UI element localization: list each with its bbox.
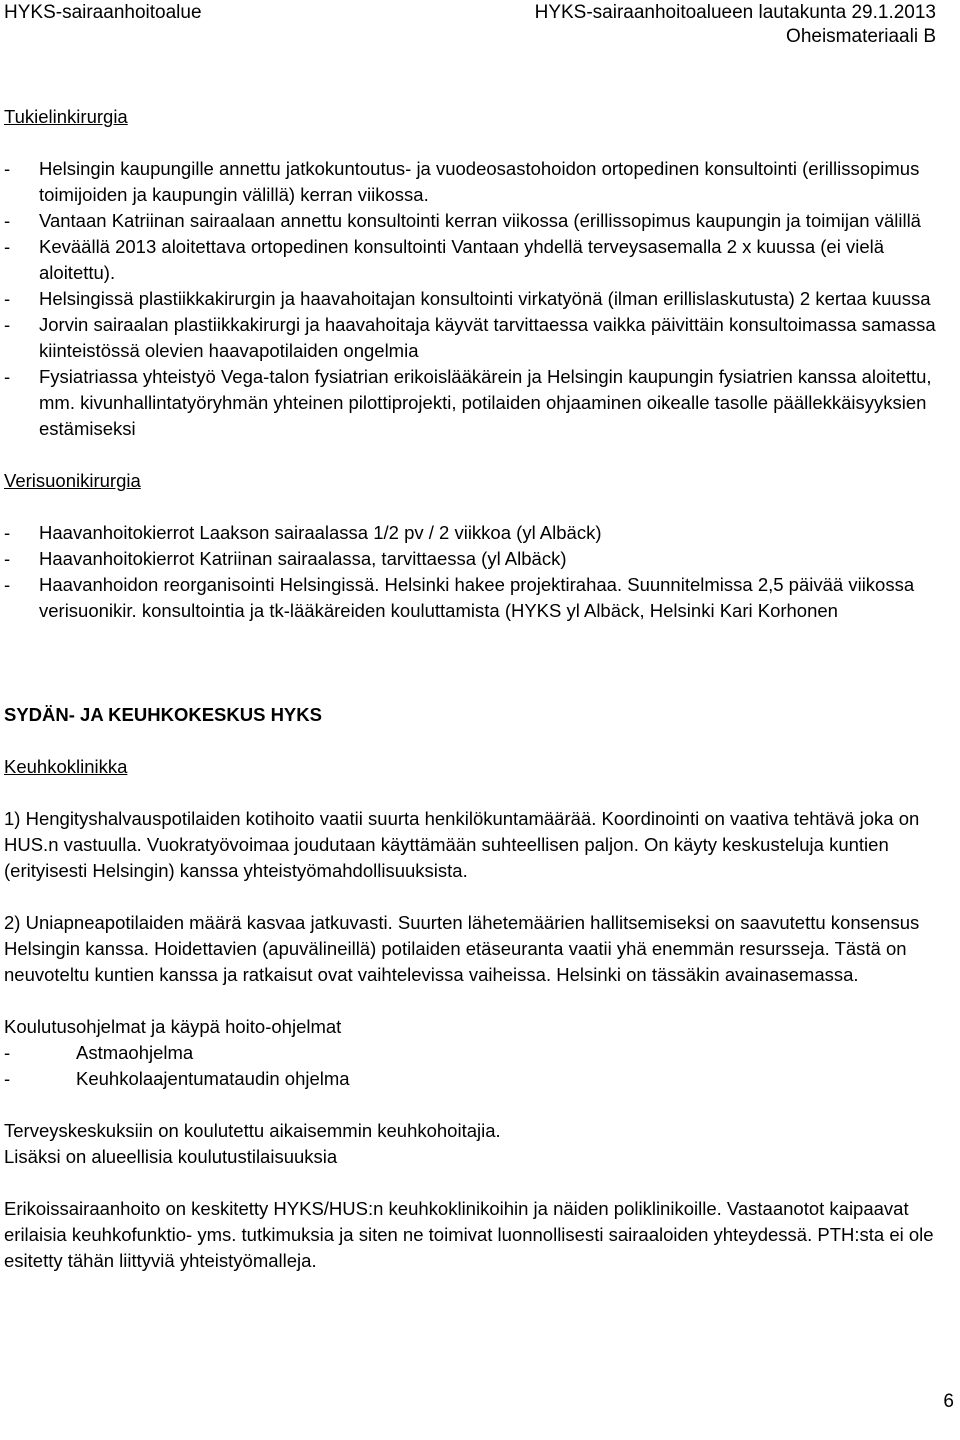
tukielinkirurgia-list (4, 156, 950, 442)
list-item: - Keuhkolaajentumataudin ohjelma (4, 1066, 950, 1092)
list-item: - Helsingissä plastiikkakirurgin ja haavahoitajan konsultointi virkatyönä (ilman erillislaskutusta) 2 kertaa kuussa (4, 286, 950, 312)
training-line-1: Terveyskeskuksiin on koulutettu aikaisemmin keuhkohoitajia. (4, 1120, 501, 1141)
section-title-verisuonikirurgia: Verisuonikirurgia (4, 470, 141, 491)
header-meeting-info (535, 1, 936, 49)
list-item: - Helsingin kaupungille annettu jatkokuntoutus- ja vuodeosastohoidon ortopedinen konsultointi (erillissopimus toimijoiden ja kaupungin välillä) kerran viikossa. (4, 156, 950, 208)
section-title-sydan-keuhkokeskus: SYDÄN- JA KEUHKOKESKUS HYKS (4, 704, 322, 725)
paragraph-uniapnea: 2) Uniapneapotilaiden määrä kasvaa jatkuvasti. Suurten lähetemäärien hallitsemiseksi on saavutettu konsensus Helsingin kanssa. Hoidettavien (apuvälineillä) potilaiden etäseuranta vaatii yhä enemmän resursseja. Tästä on neuvoteltu kuntien kanssa ja ratkaisut ovat vaihtelevissa vaiheissa. Helsinki on tässäkin avainasemassa. (4, 912, 920, 985)
training-line-2: Lisäksi on alueellisia koulutustilaisuuksia (4, 1146, 338, 1167)
list-item: - Keväällä 2013 aloitettava ortopedinen konsultointi Vantaan yhdellä terveysasemalla 2 x kuussa (ei vielä aloitettu). (4, 234, 950, 286)
programs-list (4, 1040, 950, 1092)
section-title-tukielinkirurgia: Tukielinkirurgia (4, 106, 128, 127)
programs-heading: Koulutusohjelmat ja käypä hoito-ohjelmat (4, 1016, 342, 1037)
header-attachment-label: Oheismateriaali B (786, 26, 936, 47)
list-item: - Astmaohjelma (4, 1040, 950, 1066)
list-item: - Haavanhoidon reorganisointi Helsingissä. Helsinki hakee projektirahaa. Suunnitelmissa 2,5 päivää viikossa verisuonikir. konsultointia ja tk-lääkäreiden kouluttamista (HYKS yl Albäck, Helsinki Kari Korhonen (4, 572, 950, 624)
document-body (4, 104, 950, 1274)
list-item: - Haavanhoitokierrot Katriinan sairaalassa, tarvittaessa (yl Albäck) (4, 546, 950, 572)
verisuonikirurgia-list (4, 520, 950, 624)
paragraph-hengityshalvaus: 1) Hengityshalvauspotilaiden kotihoito vaatii suurta henkilökuntamäärää. Koordinointi on vaativa tehtävä joka on HUS.n vastuulla. Vuokratyövoimaa joudutaan käyttämään suhteellisen paljon. On käyty keskusteluja kuntien (erityisesti Helsingin) kanssa yhteistyömahdollisuuksista. (4, 808, 920, 881)
paragraph-erikoissairaanhoito: Erikoissairaanhoito on keskitetty HYKS/HUS:n keuhkoklinikoihin ja näiden poliklinikoille. Vastaanotot kaipaavat erilaisia keuhkofunktio- yms. tutkimuksia ja siten ne toimivat luonnollisesti sairaaloiden yhteydessä. PTH:sta ei ole esitetty tähän liittyviä yhteistyömalleja. (4, 1198, 934, 1271)
section-subtitle-keuhkoklinikka: Keuhkoklinikka (4, 756, 128, 777)
page-number: 6 (943, 1391, 954, 1412)
list-item: - Jorvin sairaalan plastiikkakirurgi ja haavahoitaja käyvät tarvittaessa vaikka päivittäin konsultoimassa samassa kiinteistössä olevien haavapotilaiden ongelmia (4, 312, 950, 364)
header-meeting-title: HYKS-sairaanhoitoalueen lautakunta 29.1.2013 (534, 2, 936, 23)
list-item: - Fysiatriassa yhteistyö Vega-talon fysiatrian erikoislääkärein ja Helsingin kaupungin fysiatrien kanssa aloitettu, mm. kivunhallintatyöryhmän yhteinen pilottiprojekti, potilaiden ohjaaminen oikealle tasolle päällekkäisyyksien estämiseksi (4, 364, 950, 442)
list-item: - Vantaan Katriinan sairaalaan annettu konsultointi kerran viikossa (erillissopimus kaupungin ja toimijan välillä (4, 208, 950, 234)
list-item: - Haavanhoitokierrot Laakson sairaalassa 1/2 pv / 2 viikkoa (yl Albäck) (4, 520, 950, 546)
header-organization: HYKS-sairaanhoitoalue (4, 2, 202, 23)
